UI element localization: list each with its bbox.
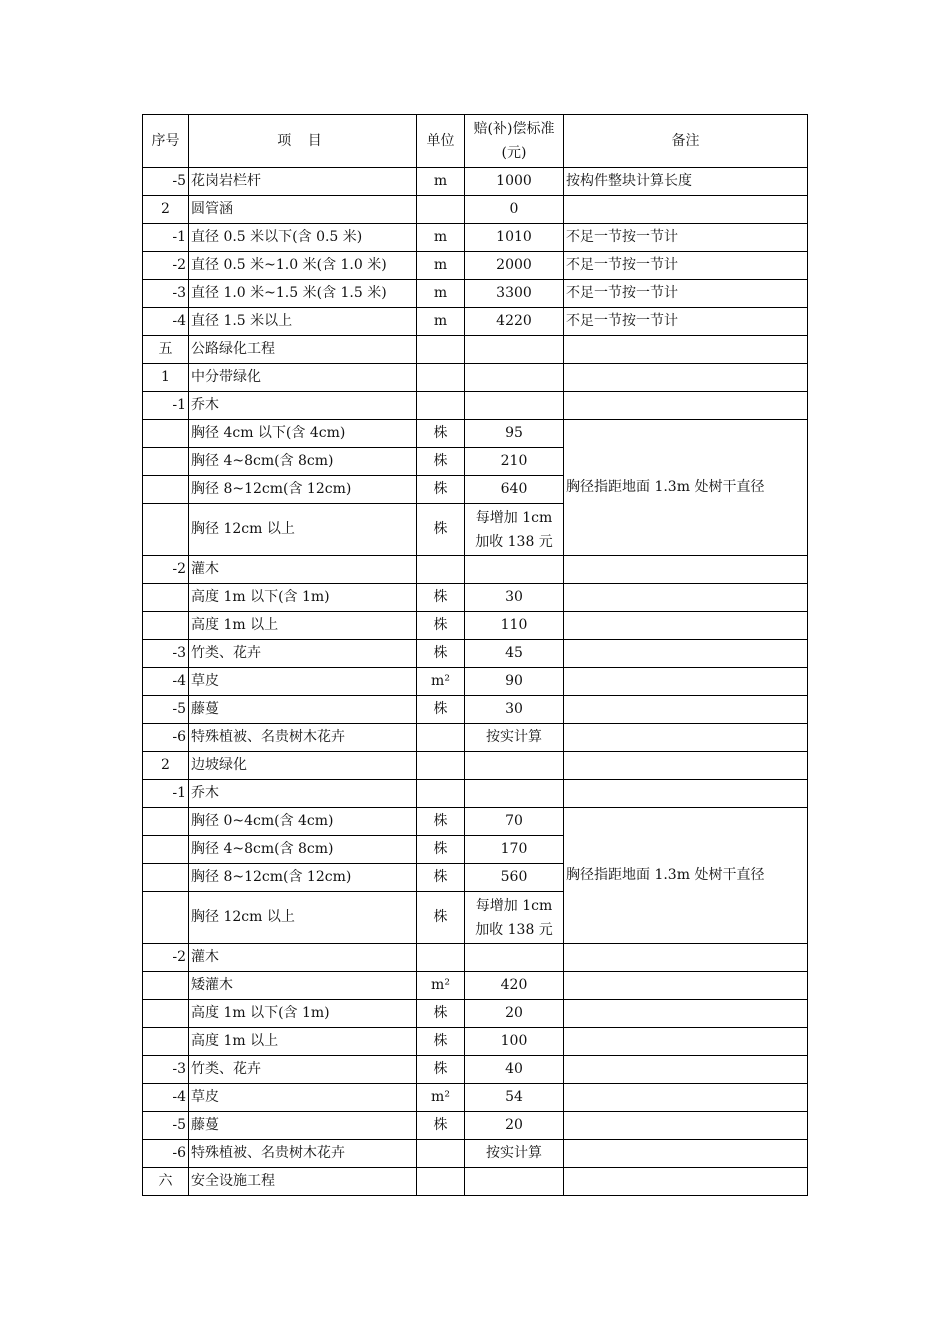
row-price [465,556,564,584]
row-note [564,668,808,696]
row-note [564,196,808,224]
row-no [143,1028,189,1056]
row-unit [417,1168,465,1196]
row-unit: 株 [417,836,465,864]
row-price [465,392,564,420]
row-unit: 株 [417,504,465,556]
row-price: 95 [465,420,564,448]
row-item: 花岗岩栏杆 [189,168,417,196]
row-item: 胸径 8~12cm(含 12cm) [189,864,417,892]
row-item: 公路绿化工程 [189,336,417,364]
table-row [143,364,808,392]
row-item: 矮灌木 [189,972,417,1000]
row-price: 每增加 1cm 加收 138 元 [465,892,564,944]
row-unit [417,780,465,808]
row-price: 110 [465,612,564,640]
row-no [143,864,189,892]
row-price: 40 [465,1056,564,1084]
row-item: 草皮 [189,1084,417,1112]
row-unit [417,364,465,392]
row-unit [417,944,465,972]
row-note [564,612,808,640]
row-price: 170 [465,836,564,864]
table-header-row [143,115,808,168]
row-unit [417,556,465,584]
row-unit: 株 [417,1000,465,1028]
row-note: 不足一节按一节计 [564,224,808,252]
header-price: 赔(补)偿标准(元) [465,115,564,168]
row-item: 特殊植被、名贵树木花卉 [189,1140,417,1168]
row-no [143,584,189,612]
row-unit: m² [417,972,465,1000]
row-note-merged: 胸径指距地面 1.3m 处树干直径 [564,808,808,944]
row-unit [417,1140,465,1168]
row-unit: m [417,252,465,280]
row-price: 20 [465,1112,564,1140]
table-row [143,1140,808,1168]
row-note [564,1056,808,1084]
row-item: 直径 1.0 米~1.5 米(含 1.5 米) [189,280,417,308]
row-item: 胸径 4~8cm(含 8cm) [189,448,417,476]
row-no: 2 [143,196,189,224]
row-price: 每增加 1cm 加收 138 元 [465,504,564,556]
row-item: 直径 0.5 米~1.0 米(含 1.0 米) [189,252,417,280]
row-no: -5 [143,1112,189,1140]
row-item: 高度 1m 以上 [189,612,417,640]
row-no: -1 [143,224,189,252]
row-no [143,476,189,504]
row-no: -2 [143,944,189,972]
row-unit: 株 [417,476,465,504]
table-row [143,640,808,668]
row-price [465,1168,564,1196]
row-item: 特殊植被、名贵树木花卉 [189,724,417,752]
row-item: 高度 1m 以下(含 1m) [189,1000,417,1028]
table-row [143,252,808,280]
table-row [143,556,808,584]
table-row [143,168,808,196]
table-row [143,1112,808,1140]
row-unit: 株 [417,696,465,724]
row-unit: 株 [417,808,465,836]
row-price: 30 [465,584,564,612]
table-row [143,1168,808,1196]
row-no: 五 [143,336,189,364]
row-price: 20 [465,1000,564,1028]
row-price: 按实计算 [465,724,564,752]
table-row [143,392,808,420]
row-item: 边坡绿化 [189,752,417,780]
row-item: 直径 1.5 米以上 [189,308,417,336]
row-price: 210 [465,448,564,476]
row-price: 100 [465,1028,564,1056]
row-item: 灌木 [189,556,417,584]
table-row [143,308,808,336]
table-row [143,280,808,308]
row-note: 不足一节按一节计 [564,308,808,336]
row-unit: 株 [417,584,465,612]
row-no: -3 [143,280,189,308]
row-unit: 株 [417,640,465,668]
row-unit: 株 [417,1112,465,1140]
row-price: 3300 [465,280,564,308]
row-note-merged: 胸径指距地面 1.3m 处树干直径 [564,420,808,556]
row-item: 直径 0.5 米以下(含 0.5 米) [189,224,417,252]
row-item: 胸径 0~4cm(含 4cm) [189,808,417,836]
row-no: -5 [143,168,189,196]
row-price: 420 [465,972,564,1000]
row-no: -4 [143,1084,189,1112]
row-item: 乔木 [189,392,417,420]
table-row [143,752,808,780]
row-price [465,780,564,808]
row-unit [417,724,465,752]
row-note [564,584,808,612]
row-note [564,1084,808,1112]
row-note [564,780,808,808]
row-no: -2 [143,556,189,584]
row-price: 0 [465,196,564,224]
row-no [143,504,189,556]
row-unit [417,336,465,364]
row-no: -4 [143,308,189,336]
row-no [143,892,189,944]
row-no [143,808,189,836]
row-unit [417,392,465,420]
row-item: 安全设施工程 [189,1168,417,1196]
row-item: 藤蔓 [189,696,417,724]
row-no: -1 [143,780,189,808]
row-note [564,640,808,668]
table-row [143,1028,808,1056]
row-price: 54 [465,1084,564,1112]
row-note [564,696,808,724]
row-no: -6 [143,1140,189,1168]
row-item: 灌木 [189,944,417,972]
table-row [143,724,808,752]
row-price [465,364,564,392]
row-unit: 株 [417,892,465,944]
table-row [143,584,808,612]
row-no: 1 [143,364,189,392]
row-unit: 株 [417,612,465,640]
row-unit: m² [417,1084,465,1112]
row-no: -4 [143,668,189,696]
row-item: 草皮 [189,668,417,696]
row-no [143,448,189,476]
row-price: 2000 [465,252,564,280]
row-no [143,420,189,448]
row-item: 竹类、花卉 [189,640,417,668]
row-item: 胸径 8~12cm(含 12cm) [189,476,417,504]
row-item: 高度 1m 以上 [189,1028,417,1056]
table-row [143,696,808,724]
table-row [143,612,808,640]
row-note [564,1000,808,1028]
row-no: 六 [143,1168,189,1196]
row-no: -6 [143,724,189,752]
row-item: 胸径 4~8cm(含 8cm) [189,836,417,864]
row-note [564,1168,808,1196]
row-unit: 株 [417,1056,465,1084]
row-item: 圆管涵 [189,196,417,224]
row-unit: m [417,224,465,252]
row-note [564,972,808,1000]
row-no: 2 [143,752,189,780]
table-row [143,780,808,808]
header-no: 序号 [143,115,189,168]
row-note [564,1140,808,1168]
row-item: 中分带绿化 [189,364,417,392]
row-no [143,1000,189,1028]
row-item: 竹类、花卉 [189,1056,417,1084]
row-item: 胸径 4cm 以下(含 4cm) [189,420,417,448]
row-price [465,752,564,780]
table-row [143,420,808,448]
row-item: 胸径 12cm 以上 [189,504,417,556]
row-note [564,556,808,584]
row-note [564,752,808,780]
header-item: 项 目 [189,115,417,168]
table-row [143,224,808,252]
row-no: -5 [143,696,189,724]
header-note: 备注 [564,115,808,168]
row-price [465,336,564,364]
compensation-table [142,114,808,1196]
table-row [143,336,808,364]
row-no: -3 [143,1056,189,1084]
row-note [564,364,808,392]
table-row [143,1000,808,1028]
row-note: 不足一节按一节计 [564,252,808,280]
row-unit: 株 [417,864,465,892]
row-price: 按实计算 [465,1140,564,1168]
row-no [143,836,189,864]
row-item: 高度 1m 以下(含 1m) [189,584,417,612]
row-no: -3 [143,640,189,668]
row-unit [417,752,465,780]
row-note [564,944,808,972]
row-unit: 株 [417,448,465,476]
row-no: -2 [143,252,189,280]
row-unit: m [417,308,465,336]
row-unit: 株 [417,1028,465,1056]
row-note [564,724,808,752]
row-price: 70 [465,808,564,836]
row-price: 90 [465,668,564,696]
row-price: 45 [465,640,564,668]
row-price: 560 [465,864,564,892]
header-unit: 单位 [417,115,465,168]
row-unit [417,196,465,224]
row-note [564,1112,808,1140]
table-row [143,1056,808,1084]
row-unit: 株 [417,420,465,448]
row-unit: m² [417,668,465,696]
row-item: 胸径 12cm 以上 [189,892,417,944]
table-row [143,1084,808,1112]
row-no: -1 [143,392,189,420]
table-row [143,196,808,224]
table-row [143,668,808,696]
row-note: 不足一节按一节计 [564,280,808,308]
row-unit: m [417,280,465,308]
table-row [143,972,808,1000]
row-price: 640 [465,476,564,504]
row-unit: m [417,168,465,196]
row-price: 30 [465,696,564,724]
row-item: 藤蔓 [189,1112,417,1140]
row-price: 1000 [465,168,564,196]
row-note: 按构件整块计算长度 [564,168,808,196]
table-row [143,944,808,972]
table-row [143,808,808,836]
row-price: 1010 [465,224,564,252]
row-price [465,944,564,972]
row-note [564,392,808,420]
row-no [143,612,189,640]
row-price: 4220 [465,308,564,336]
row-no [143,972,189,1000]
row-item: 乔木 [189,780,417,808]
row-note [564,336,808,364]
row-note [564,1028,808,1056]
